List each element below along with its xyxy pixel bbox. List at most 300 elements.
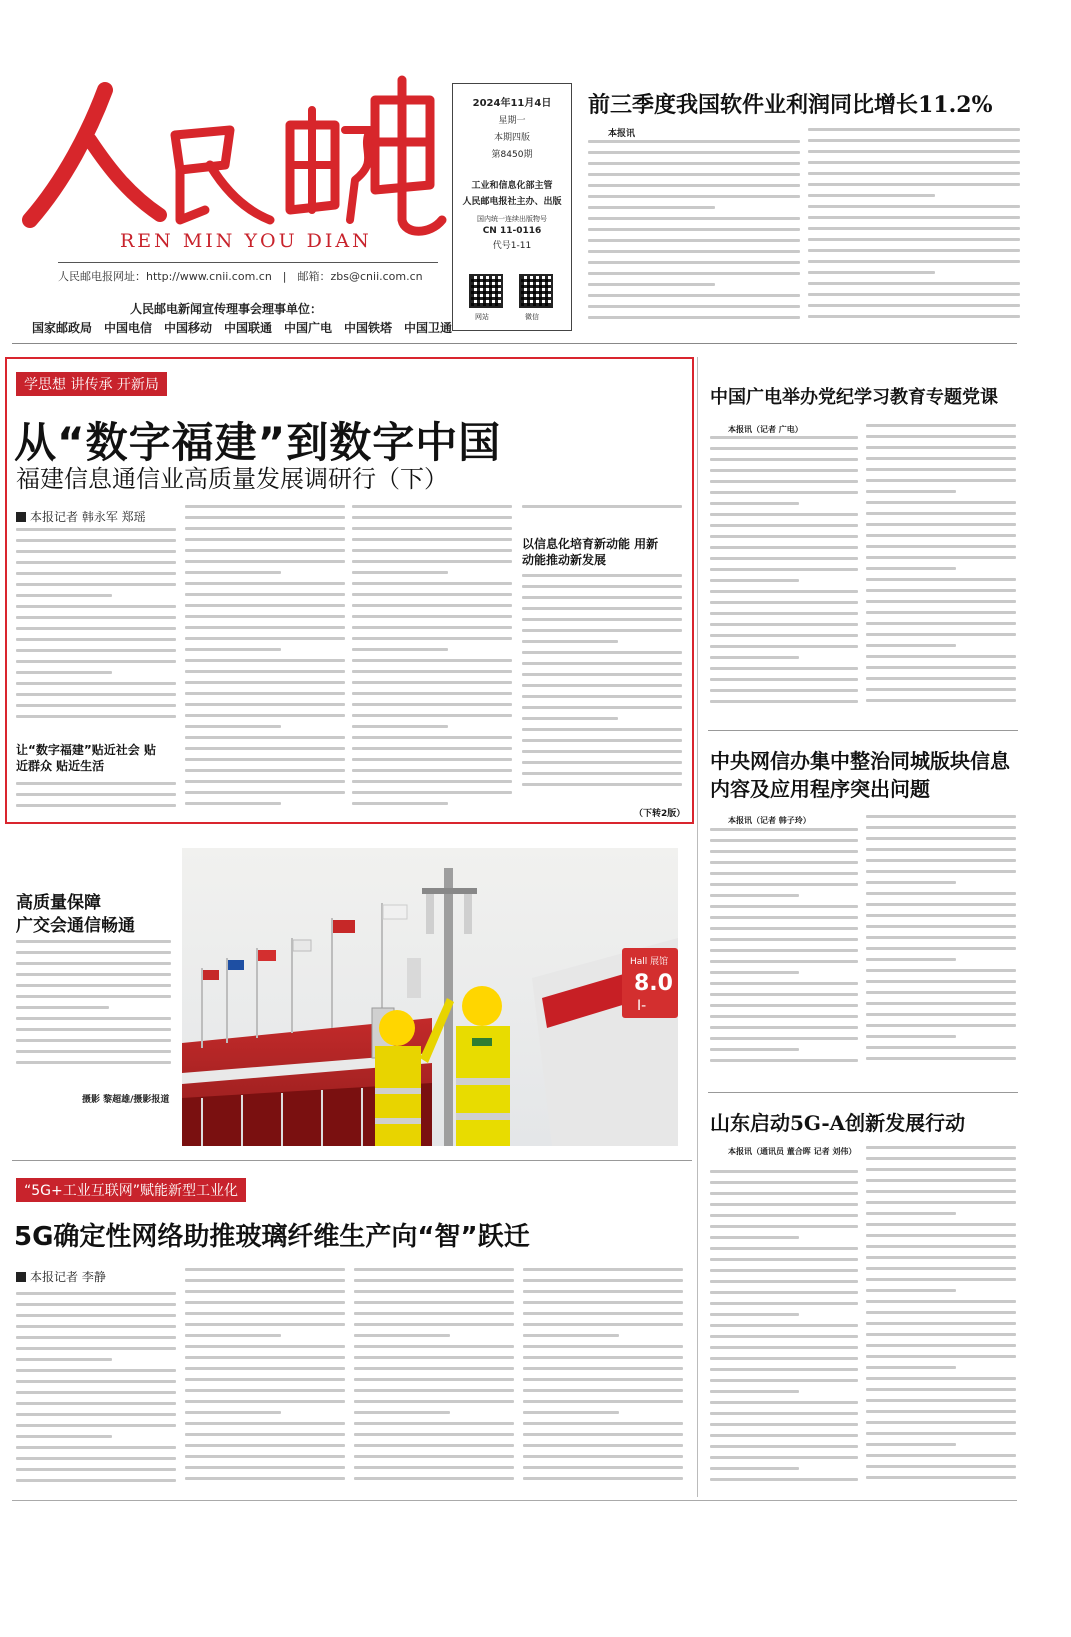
bottom-story-col-3 bbox=[354, 1268, 514, 1492]
body-text-line bbox=[522, 640, 618, 643]
body-text-line bbox=[710, 971, 799, 974]
council-label: 人民邮电新闻宣传理事会理事单位： bbox=[130, 302, 323, 316]
body-text-line bbox=[588, 206, 715, 209]
body-text-line bbox=[866, 534, 1016, 537]
body-text-line bbox=[16, 1424, 176, 1427]
body-text-line bbox=[16, 627, 176, 630]
body-text-line bbox=[352, 516, 512, 519]
body-text-line bbox=[808, 194, 935, 197]
body-text-line bbox=[808, 260, 1020, 263]
body-text-line bbox=[523, 1279, 683, 1282]
body-text-line bbox=[185, 615, 345, 618]
body-text-line bbox=[185, 604, 345, 607]
masthead bbox=[0, 0, 1071, 345]
body-text-line bbox=[866, 1355, 1016, 1358]
body-text-line bbox=[354, 1356, 514, 1359]
body-text-line bbox=[16, 951, 171, 954]
body-text-line bbox=[185, 780, 345, 783]
story1-lead: 本报讯（记者 广电） bbox=[728, 425, 803, 434]
body-text-line bbox=[588, 305, 800, 308]
body-text-line bbox=[866, 826, 1016, 829]
body-text-line bbox=[710, 1368, 858, 1371]
issue-cn: CN 11-0116 bbox=[482, 226, 542, 236]
bottom-story-col-4 bbox=[523, 1268, 683, 1492]
body-text-line bbox=[522, 684, 682, 687]
body-text-line bbox=[866, 1168, 1016, 1171]
body-text-line bbox=[710, 656, 799, 659]
body-text-line bbox=[185, 736, 345, 739]
body-text-line bbox=[185, 681, 345, 684]
body-text-line bbox=[710, 1291, 858, 1294]
body-text-line bbox=[710, 601, 858, 604]
body-text-line bbox=[523, 1334, 619, 1337]
hall-sign-text-3: I- bbox=[637, 998, 647, 1014]
byline-text: 本报记者 李静 bbox=[30, 1270, 106, 1284]
body-text-line bbox=[710, 916, 858, 919]
body-text-line bbox=[808, 205, 1020, 208]
body-text-line bbox=[185, 1268, 345, 1271]
body-text-line bbox=[523, 1301, 683, 1304]
main-story-headline: 从“数字福建”到数字中国 bbox=[14, 418, 502, 467]
body-text-line bbox=[185, 637, 345, 640]
story3-body-left bbox=[710, 1170, 858, 1495]
body-text-line bbox=[523, 1378, 683, 1381]
body-text-line bbox=[522, 761, 682, 764]
body-text-line bbox=[710, 1037, 858, 1040]
body-text-line bbox=[588, 184, 800, 187]
body-text-line bbox=[710, 1379, 858, 1382]
body-text-line bbox=[866, 501, 1016, 504]
body-text-line bbox=[185, 1411, 281, 1414]
body-text-line bbox=[710, 1004, 858, 1007]
body-text-line bbox=[710, 960, 858, 963]
body-text-line bbox=[16, 572, 176, 575]
body-text-line bbox=[866, 688, 1016, 691]
body-text-line bbox=[185, 1389, 345, 1392]
body-text-line bbox=[16, 539, 176, 542]
body-text-line bbox=[16, 940, 171, 943]
body-text-line bbox=[866, 1256, 1016, 1259]
body-text-line bbox=[354, 1334, 450, 1337]
body-text-line bbox=[710, 667, 858, 670]
body-text-line bbox=[866, 1377, 1016, 1380]
body-text-line bbox=[354, 1345, 514, 1348]
body-text-line bbox=[185, 582, 345, 585]
body-text-line bbox=[866, 479, 1016, 482]
top-story-body-right bbox=[808, 128, 1020, 330]
body-text-line bbox=[710, 1412, 858, 1415]
body-text-line bbox=[866, 512, 1016, 515]
body-text-line bbox=[710, 590, 858, 593]
body-text-line bbox=[354, 1400, 514, 1403]
body-text-line bbox=[185, 505, 345, 508]
body-text-line bbox=[185, 648, 281, 651]
body-text-line bbox=[588, 140, 800, 143]
body-text-line bbox=[866, 1410, 1016, 1413]
bottom-story-tag: “5G+工业互联网”赋能新型工业化 bbox=[16, 1178, 246, 1202]
body-text-line bbox=[866, 925, 1016, 928]
body-text-line bbox=[866, 1311, 1016, 1314]
body-text-line bbox=[866, 1146, 1016, 1149]
body-text-line bbox=[710, 678, 858, 681]
body-text-line bbox=[588, 195, 800, 198]
body-text-line bbox=[352, 615, 512, 618]
byline-text: 本报记者 韩永军 郑瑶 bbox=[30, 510, 146, 524]
body-text-line bbox=[354, 1290, 514, 1293]
story3-lead: 本报讯（通讯员 董合晖 记者 刘伟） bbox=[728, 1147, 857, 1156]
body-text-line bbox=[588, 250, 800, 253]
body-text-line bbox=[710, 927, 858, 930]
body-text-line bbox=[588, 239, 800, 242]
photo-story-headline-2: 广交会通信畅通 bbox=[16, 916, 135, 936]
page-bottom-rule bbox=[12, 1500, 1017, 1501]
body-text-line bbox=[866, 848, 1016, 851]
body-text-line bbox=[185, 1455, 345, 1458]
body-text-line bbox=[866, 1399, 1016, 1402]
body-text-line bbox=[522, 629, 682, 632]
body-text-line bbox=[522, 750, 682, 753]
body-text-line bbox=[352, 725, 448, 728]
body-text-line bbox=[185, 791, 345, 794]
body-text-line bbox=[352, 604, 512, 607]
body-text-line bbox=[523, 1466, 683, 1469]
body-text-line bbox=[185, 802, 281, 805]
body-text-line bbox=[352, 758, 512, 761]
body-text-line bbox=[710, 905, 858, 908]
body-text-line bbox=[710, 469, 858, 472]
body-text-line bbox=[16, 1435, 112, 1438]
body-text-line bbox=[710, 1236, 799, 1239]
body-text-line bbox=[185, 1345, 345, 1348]
body-text-line bbox=[522, 783, 682, 786]
body-text-line bbox=[185, 1301, 345, 1304]
issue-pages: 本期四版 bbox=[493, 133, 530, 143]
body-text-line bbox=[185, 747, 345, 750]
body-text-line bbox=[523, 1345, 683, 1348]
body-text-line bbox=[866, 435, 1016, 438]
main-story-section-head-2: 以信息化培育新动能 用新动能推动新发展 bbox=[522, 537, 659, 567]
body-text-line bbox=[354, 1466, 514, 1469]
main-story-col-1 bbox=[16, 528, 176, 733]
body-text-line bbox=[866, 556, 1016, 559]
body-text-line bbox=[16, 715, 176, 718]
body-text-line bbox=[354, 1389, 514, 1392]
body-text-line bbox=[710, 689, 858, 692]
hall-sign-text-1: Hall 展馆 bbox=[630, 957, 669, 967]
body-text-line bbox=[354, 1433, 514, 1436]
body-text-line bbox=[185, 1356, 345, 1359]
body-text-line bbox=[808, 172, 1020, 175]
body-text-line bbox=[866, 914, 1016, 917]
body-text-line bbox=[352, 626, 512, 629]
main-story-col-3 bbox=[352, 505, 512, 818]
body-text-line bbox=[16, 528, 176, 531]
body-text-line bbox=[588, 272, 800, 275]
body-text-line bbox=[710, 938, 858, 941]
issue-sponsor-2: 人民邮电报社主办、出版 bbox=[462, 197, 562, 207]
body-text-line bbox=[866, 1179, 1016, 1182]
body-text-line bbox=[16, 1314, 176, 1317]
body-text-line bbox=[16, 1303, 176, 1306]
body-text-line bbox=[808, 227, 1020, 230]
body-text-line bbox=[710, 1225, 858, 1228]
body-text-line bbox=[185, 1323, 345, 1326]
story2-body-right bbox=[866, 815, 1016, 1078]
body-text-line bbox=[352, 549, 512, 552]
body-text-line bbox=[16, 1457, 176, 1460]
body-text-line bbox=[522, 717, 618, 720]
body-text-line bbox=[352, 791, 512, 794]
body-text-line bbox=[866, 1035, 956, 1038]
issue-weekday: 星期一 bbox=[498, 116, 526, 126]
body-text-line bbox=[16, 1292, 176, 1295]
body-text-line bbox=[710, 1302, 858, 1305]
body-text-line bbox=[866, 947, 1016, 950]
body-text-line bbox=[866, 545, 1016, 548]
body-text-line bbox=[352, 714, 512, 717]
body-text-line bbox=[16, 1061, 171, 1064]
body-text-line bbox=[352, 747, 512, 750]
body-text-line bbox=[185, 1334, 281, 1337]
body-text-line bbox=[16, 1336, 176, 1339]
body-text-line bbox=[16, 1391, 176, 1394]
body-text-line bbox=[352, 560, 512, 563]
body-text-line bbox=[16, 973, 171, 976]
photo-credit: 摄影 黎超雄/摄影报道 bbox=[82, 1095, 170, 1105]
body-text-line bbox=[866, 980, 1016, 983]
body-text-line bbox=[354, 1422, 514, 1425]
main-story-col-2 bbox=[185, 505, 345, 818]
body-text-line bbox=[185, 1422, 345, 1425]
body-text-line bbox=[710, 546, 858, 549]
body-text-line bbox=[16, 693, 176, 696]
body-text-line bbox=[866, 611, 1016, 614]
body-text-line bbox=[523, 1422, 683, 1425]
body-text-line bbox=[710, 1478, 858, 1481]
body-text-line bbox=[710, 1445, 858, 1448]
body-text-line bbox=[185, 659, 345, 662]
body-text-line bbox=[710, 1258, 858, 1261]
body-text-line bbox=[808, 128, 1020, 131]
body-text-line bbox=[710, 513, 858, 516]
body-text-line bbox=[866, 1234, 1016, 1237]
body-text-line bbox=[522, 695, 682, 698]
byline-square-icon bbox=[16, 1272, 26, 1282]
body-text-line bbox=[16, 1006, 109, 1009]
body-text-line bbox=[710, 872, 858, 875]
body-text-line bbox=[710, 1181, 858, 1184]
body-text-line bbox=[522, 662, 682, 665]
body-text-line bbox=[185, 527, 345, 530]
issue-number: 第8450期 bbox=[491, 150, 533, 160]
body-text-line bbox=[523, 1268, 683, 1271]
body-text-line bbox=[588, 261, 800, 264]
body-text-line bbox=[354, 1411, 450, 1414]
body-text-line bbox=[808, 249, 1020, 252]
body-text-line bbox=[185, 1400, 345, 1403]
body-text-line bbox=[185, 769, 345, 772]
body-text-line bbox=[866, 1454, 1016, 1457]
body-text-line bbox=[866, 1013, 1016, 1016]
body-text-line bbox=[16, 1369, 176, 1372]
body-text-line bbox=[185, 1367, 345, 1370]
body-text-line bbox=[523, 1455, 683, 1458]
body-text-line bbox=[185, 758, 345, 761]
body-text-line bbox=[866, 936, 1016, 939]
body-text-line bbox=[352, 505, 512, 508]
story3-headline: 山东启动5G-A创新发展行动 bbox=[710, 1111, 966, 1135]
body-text-line bbox=[866, 490, 956, 493]
issue-sponsor-1: 工业和信息化部主管 bbox=[471, 181, 553, 191]
body-text-line bbox=[16, 583, 176, 586]
bottom-story-headline: 5G确定性网络助推玻璃纤维生产向“智”跃迁 bbox=[14, 1222, 530, 1252]
body-text-line bbox=[352, 659, 512, 662]
body-text-line bbox=[522, 618, 682, 621]
body-text-line bbox=[522, 728, 682, 731]
body-text-line bbox=[523, 1400, 683, 1403]
body-text-line bbox=[710, 1357, 858, 1360]
body-text-line bbox=[523, 1444, 683, 1447]
body-text-line bbox=[16, 1028, 171, 1031]
body-text-line bbox=[588, 173, 800, 176]
body-text-line bbox=[710, 1335, 858, 1338]
top-story-headline: 前三季度我国软件业利润同比增长11.2% bbox=[588, 92, 993, 118]
body-text-line bbox=[523, 1411, 619, 1414]
body-text-line bbox=[16, 1402, 176, 1405]
body-text-line bbox=[352, 637, 512, 640]
body-text-line bbox=[16, 1413, 176, 1416]
body-text-line bbox=[866, 1267, 1016, 1270]
body-text-line bbox=[866, 644, 956, 647]
body-text-line bbox=[866, 1157, 1016, 1160]
qr-code-wechat-icon bbox=[519, 274, 553, 308]
body-text-line bbox=[866, 859, 1016, 862]
body-text-line bbox=[866, 622, 1016, 625]
body-text-line bbox=[16, 1446, 176, 1449]
body-text-line bbox=[352, 571, 448, 574]
photo-gzhou-canton-fair bbox=[182, 848, 678, 1146]
qr-label-wechat: 微信 bbox=[525, 313, 539, 321]
body-text-line bbox=[710, 524, 858, 527]
body-text-line bbox=[354, 1477, 514, 1480]
body-text-line bbox=[866, 1432, 1016, 1435]
story1-rule bbox=[708, 730, 1018, 731]
body-text-line bbox=[523, 1367, 683, 1370]
body-text-line bbox=[588, 162, 800, 165]
body-text-line bbox=[185, 560, 345, 563]
body-text-line bbox=[16, 804, 176, 807]
body-text-line bbox=[808, 183, 1020, 186]
body-text-line bbox=[710, 1170, 858, 1173]
body-text-line bbox=[866, 677, 1016, 680]
body-text-line bbox=[354, 1323, 514, 1326]
body-text-line bbox=[352, 692, 512, 695]
body-text-line bbox=[354, 1268, 514, 1271]
qr-code-website-icon bbox=[469, 274, 503, 308]
body-text-line bbox=[808, 304, 1020, 307]
body-text-line bbox=[710, 1434, 858, 1437]
qr-label-website: 网站 bbox=[475, 313, 489, 321]
body-text-line bbox=[710, 982, 858, 985]
body-text-line bbox=[866, 991, 1016, 994]
photo-bottom-rule bbox=[12, 1160, 692, 1161]
body-text-line bbox=[352, 802, 448, 805]
body-text-line bbox=[522, 505, 682, 508]
body-text-line bbox=[710, 1015, 858, 1018]
body-text-line bbox=[16, 782, 176, 785]
body-text-line bbox=[523, 1389, 683, 1392]
body-text-line bbox=[710, 894, 799, 897]
body-text-line bbox=[710, 557, 858, 560]
body-text-line bbox=[710, 568, 858, 571]
body-text-line bbox=[866, 1223, 1016, 1226]
body-text-line bbox=[522, 772, 682, 775]
body-text-line bbox=[354, 1312, 514, 1315]
body-text-line bbox=[352, 703, 512, 706]
body-text-line bbox=[522, 673, 682, 676]
issue-cn-label: 国内统一连续出版物号 bbox=[477, 215, 547, 223]
body-text-line bbox=[866, 903, 1016, 906]
main-story-col-4 bbox=[522, 574, 682, 804]
body-text-line bbox=[866, 1002, 1016, 1005]
story1-body-left bbox=[710, 436, 858, 712]
body-text-line bbox=[354, 1444, 514, 1447]
body-text-line bbox=[710, 1192, 858, 1195]
body-text-line bbox=[866, 1201, 1016, 1204]
body-text-line bbox=[523, 1356, 683, 1359]
body-text-line bbox=[354, 1378, 514, 1381]
body-text-line bbox=[523, 1433, 683, 1436]
body-text-line bbox=[866, 1344, 1016, 1347]
body-text-line bbox=[523, 1477, 683, 1480]
body-text-line bbox=[866, 1465, 1016, 1468]
body-text-line bbox=[710, 1269, 858, 1272]
body-text-line bbox=[866, 589, 1016, 592]
body-text-line bbox=[866, 1046, 1016, 1049]
body-text-line bbox=[866, 837, 1016, 840]
body-text-line bbox=[522, 651, 682, 654]
body-text-line bbox=[185, 549, 345, 552]
main-story-continued: （下转2版） bbox=[634, 809, 686, 819]
body-text-line bbox=[185, 670, 345, 673]
body-text-line bbox=[352, 780, 512, 783]
body-text-line bbox=[710, 1280, 858, 1283]
body-text-line bbox=[352, 582, 512, 585]
body-text-line bbox=[522, 585, 682, 588]
body-text-line bbox=[522, 596, 682, 599]
body-text-line bbox=[16, 793, 176, 796]
issue-date: 2024年11月4日 bbox=[472, 98, 552, 109]
body-text-line bbox=[522, 607, 682, 610]
body-text-line bbox=[522, 739, 682, 742]
body-text-line bbox=[710, 1401, 858, 1404]
body-text-line bbox=[185, 1279, 345, 1282]
main-story-section-head-1: 让“数字福建”贴近社会 贴近群众 贴近生活 bbox=[16, 743, 156, 773]
body-text-line bbox=[588, 228, 800, 231]
body-text-line bbox=[866, 633, 1016, 636]
body-text-line bbox=[16, 1380, 176, 1383]
story1-headline: 中国广电举办党纪学习教育专题党课 bbox=[710, 387, 998, 408]
body-text-line bbox=[866, 446, 1016, 449]
body-text-line bbox=[185, 1466, 345, 1469]
body-text-line bbox=[354, 1367, 514, 1370]
body-text-line bbox=[588, 151, 800, 154]
body-text-line bbox=[866, 1476, 1016, 1479]
body-text-line bbox=[185, 1290, 345, 1293]
body-text-line bbox=[588, 316, 800, 319]
body-text-line bbox=[866, 1300, 1016, 1303]
body-text-line bbox=[16, 1358, 112, 1361]
